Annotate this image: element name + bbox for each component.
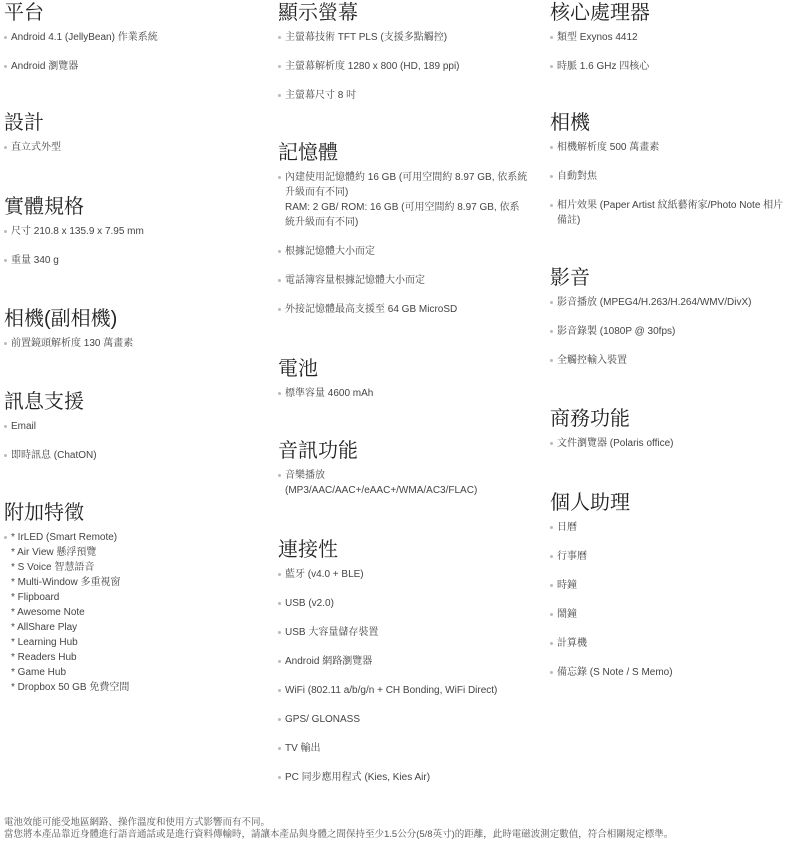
spec-item-text: * Multi-Window 多重視窗 — [11, 577, 121, 588]
spec-item — [550, 140, 800, 155]
spec-item-text: 備註) — [557, 215, 581, 226]
spec-list — [4, 336, 266, 351]
section-title: 音訊功能 — [278, 440, 358, 462]
spec-item-text: 升級而有不同) — [285, 187, 349, 198]
spec-item — [278, 386, 540, 401]
spec-list — [4, 224, 266, 268]
spec-item-text: 計算機 — [557, 638, 587, 649]
spec-list — [550, 30, 800, 74]
spec-item — [278, 30, 540, 45]
spec-item-text: 影音錄製 (1080P @ 30fps) — [557, 326, 676, 337]
spec-item — [4, 336, 266, 351]
spec-item — [278, 741, 540, 756]
spec-item-text: * Air View 懸浮預覽 — [11, 547, 97, 558]
spec-item-text: 尺寸 210.8 x 135.9 x 7.95 mm — [11, 226, 144, 237]
spec-item-text: 文件瀏覽器 (Polaris office) — [557, 438, 674, 449]
footnote-line: 當您將本產品靠近身體進行語音通話或是進行資料傳輸時，請讓本產品與身體之間保持至少1.5公分(5/8英寸)的距離，此時電磁波測定數值，符合相關規定標準。 — [4, 829, 674, 840]
spec-item — [278, 244, 540, 259]
spec-list — [278, 468, 540, 498]
spec-item-text: 時脈 1.6 GHz 四核心 — [557, 61, 650, 72]
spec-item-text: 鬧鐘 — [557, 609, 577, 620]
section-title: 記憶體 — [278, 142, 338, 164]
spec-section — [550, 490, 800, 680]
spec-item-text: Email — [11, 421, 37, 432]
spec-item-text: Android 網路瀏覽器 — [285, 656, 373, 667]
spec-section — [550, 110, 800, 228]
section-title: 相機(副相機) — [4, 308, 118, 330]
spec-item — [4, 30, 266, 45]
spec-item-text: 全觸控輸入裝置 — [557, 355, 627, 366]
spec-item-text: TV 輸出 — [285, 743, 321, 754]
spec-item — [278, 770, 540, 785]
spec-item — [278, 625, 540, 640]
section-title: 附加特徵 — [4, 502, 84, 524]
spec-item — [550, 520, 800, 535]
section-title: 相機 — [550, 112, 590, 134]
spec-section — [278, 356, 540, 401]
spec-list — [4, 530, 266, 695]
spec-item — [550, 549, 800, 564]
spec-item-text: GPS/ GLONASS — [285, 714, 361, 725]
section-title: 實體規格 — [4, 196, 84, 218]
spec-item — [550, 198, 800, 228]
spec-item — [4, 419, 266, 434]
spec-item — [550, 607, 800, 622]
spec-item-text: PC 同步應用程式 (Kies, Kies Air) — [285, 772, 431, 783]
spec-item — [278, 88, 540, 103]
spec-list — [278, 386, 540, 401]
spec-section — [550, 406, 800, 451]
spec-list — [278, 30, 540, 103]
spec-item — [4, 448, 266, 463]
spec-item — [278, 468, 540, 498]
spec-list — [550, 520, 800, 680]
spec-item-text: 內建使用記憶體約 16 GB (可用空間約 8.97 GB, 依系統 — [285, 172, 528, 183]
spec-list — [550, 140, 800, 228]
spec-list — [278, 567, 540, 785]
spec-item-text: * AllShare Play — [11, 622, 78, 633]
spec-item — [550, 295, 800, 310]
spec-item-text: * IrLED (Smart Remote) — [11, 532, 118, 543]
spec-item — [4, 224, 266, 239]
spec-section — [4, 194, 266, 268]
spec-section — [550, 265, 800, 368]
section-title: 連接性 — [278, 539, 338, 561]
section-title: 影音 — [550, 267, 590, 289]
section-title: 訊息支援 — [4, 391, 84, 413]
spec-item-text: Android 瀏覽器 — [11, 61, 79, 72]
spec-section — [278, 140, 540, 317]
spec-item-text: 行事曆 — [557, 551, 587, 562]
spec-item-text: 即時訊息 (ChatON) — [11, 450, 97, 461]
spec-item — [550, 353, 800, 368]
spec-item-text: USB (v2.0) — [285, 598, 334, 609]
section-title: 設計 — [4, 112, 44, 134]
spec-item — [550, 665, 800, 680]
spec-item-text: 標準容量 4600 mAh — [285, 388, 374, 399]
spec-item-text: 主螢幕技術 TFT PLS (支援多點觸控) — [285, 32, 448, 43]
spec-item-text: * Awesome Note — [11, 607, 85, 618]
spec-item-text: Android 4.1 (JellyBean) 作業系統 — [11, 32, 158, 43]
spec-item-text: 影音播放 (MPEG4/H.263/H.264/WMV/DivX) — [557, 297, 752, 308]
spec-item-text: 直立式外型 — [11, 142, 61, 153]
footnote — [4, 817, 796, 841]
spec-section — [550, 0, 800, 74]
spec-list — [4, 419, 266, 463]
section-title: 電池 — [278, 358, 318, 380]
spec-item-text: 外接記憶體最高支援至 64 GB MicroSD — [285, 304, 458, 315]
spec-item-text: * Game Hub — [11, 667, 67, 678]
spec-item — [550, 636, 800, 651]
spec-item-text: WiFi (802.11 a/b/g/n + CH Bonding, WiFi Direct) — [285, 685, 498, 696]
spec-item — [278, 302, 540, 317]
spec-item — [550, 59, 800, 74]
spec-section — [4, 306, 266, 351]
spec-item — [278, 273, 540, 288]
spec-item-text: 電話簿容量根據記憶體大小而定 — [285, 275, 425, 286]
spec-item-text: 自動對焦 — [557, 171, 597, 182]
spec-item-text: * Flipboard — [11, 592, 60, 603]
spec-item — [278, 59, 540, 74]
spec-item-text: 相片效果 (Paper Artist 紋紙藝術家/Photo Note 相片 — [557, 200, 784, 211]
footnote-line: 電池效能可能受地區網路、操作溫度和使用方式影響而有不同。 — [4, 817, 271, 828]
spec-item — [550, 169, 800, 184]
spec-section — [278, 537, 540, 785]
spec-list — [550, 436, 800, 451]
spec-item — [278, 683, 540, 698]
spec-item — [278, 712, 540, 727]
spec-item — [4, 140, 266, 155]
spec-item — [4, 253, 266, 268]
section-title: 商務功能 — [550, 408, 630, 430]
spec-item-text: 日曆 — [557, 522, 577, 533]
spec-section — [4, 0, 266, 74]
spec-item — [4, 530, 266, 695]
section-title: 顯示螢幕 — [278, 2, 358, 24]
spec-item-text: 藍牙 (v4.0 + BLE) — [285, 569, 364, 580]
spec-section — [278, 438, 540, 498]
spec-item-text: USB 大容量儲存裝置 — [285, 627, 379, 638]
spec-item-text: 統升級而有不同) — [285, 217, 359, 228]
spec-section — [4, 110, 266, 155]
spec-item-text: 相機解析度 500 萬畫素 — [557, 142, 660, 153]
spec-item — [550, 436, 800, 451]
spec-section — [4, 500, 266, 695]
spec-item-text: 類型 Exynos 4412 — [557, 32, 638, 43]
spec-item-text: RAM: 2 GB/ ROM: 16 GB (可用空間約 8.97 GB, 依系 — [285, 202, 520, 213]
spec-item — [4, 59, 266, 74]
spec-item-text: * S Voice 智慧語音 — [11, 562, 95, 573]
spec-item-text: 前置鏡頭解析度 130 萬畫素 — [11, 338, 134, 349]
spec-list — [4, 30, 266, 74]
spec-section — [278, 0, 540, 103]
section-title: 核心處理器 — [550, 2, 650, 24]
spec-item-text: * Dropbox 50 GB 免費空間 — [11, 682, 130, 693]
spec-item-text: * Learning Hub — [11, 637, 78, 648]
spec-item-text: 重量 340 g — [11, 255, 59, 266]
spec-list — [4, 140, 266, 155]
spec-item — [278, 170, 540, 230]
section-title: 個人助理 — [550, 492, 630, 514]
spec-item-text: * Readers Hub — [11, 652, 77, 663]
spec-item-text: (MP3/AAC/AAC+/eAAC+/WMA/AC3/FLAC) — [285, 485, 478, 496]
spec-item — [278, 567, 540, 582]
section-title: 平台 — [4, 2, 44, 24]
spec-item — [550, 324, 800, 339]
spec-item-text: 主螢幕解析度 1280 x 800 (HD, 189 ppi) — [285, 61, 460, 72]
spec-item-text: 根據記憶體大小而定 — [285, 246, 375, 257]
spec-list — [550, 295, 800, 368]
spec-item-text: 主螢幕尺寸 8 吋 — [285, 90, 357, 101]
spec-item — [278, 596, 540, 611]
spec-item-text: 時鐘 — [557, 580, 577, 591]
spec-item-text: 備忘錄 (S Note / S Memo) — [557, 667, 673, 678]
spec-item — [550, 30, 800, 45]
spec-section — [4, 389, 266, 463]
spec-item-text: 音樂播放 — [285, 470, 325, 481]
spec-item — [278, 654, 540, 669]
spec-item — [550, 578, 800, 593]
spec-list — [278, 170, 540, 317]
